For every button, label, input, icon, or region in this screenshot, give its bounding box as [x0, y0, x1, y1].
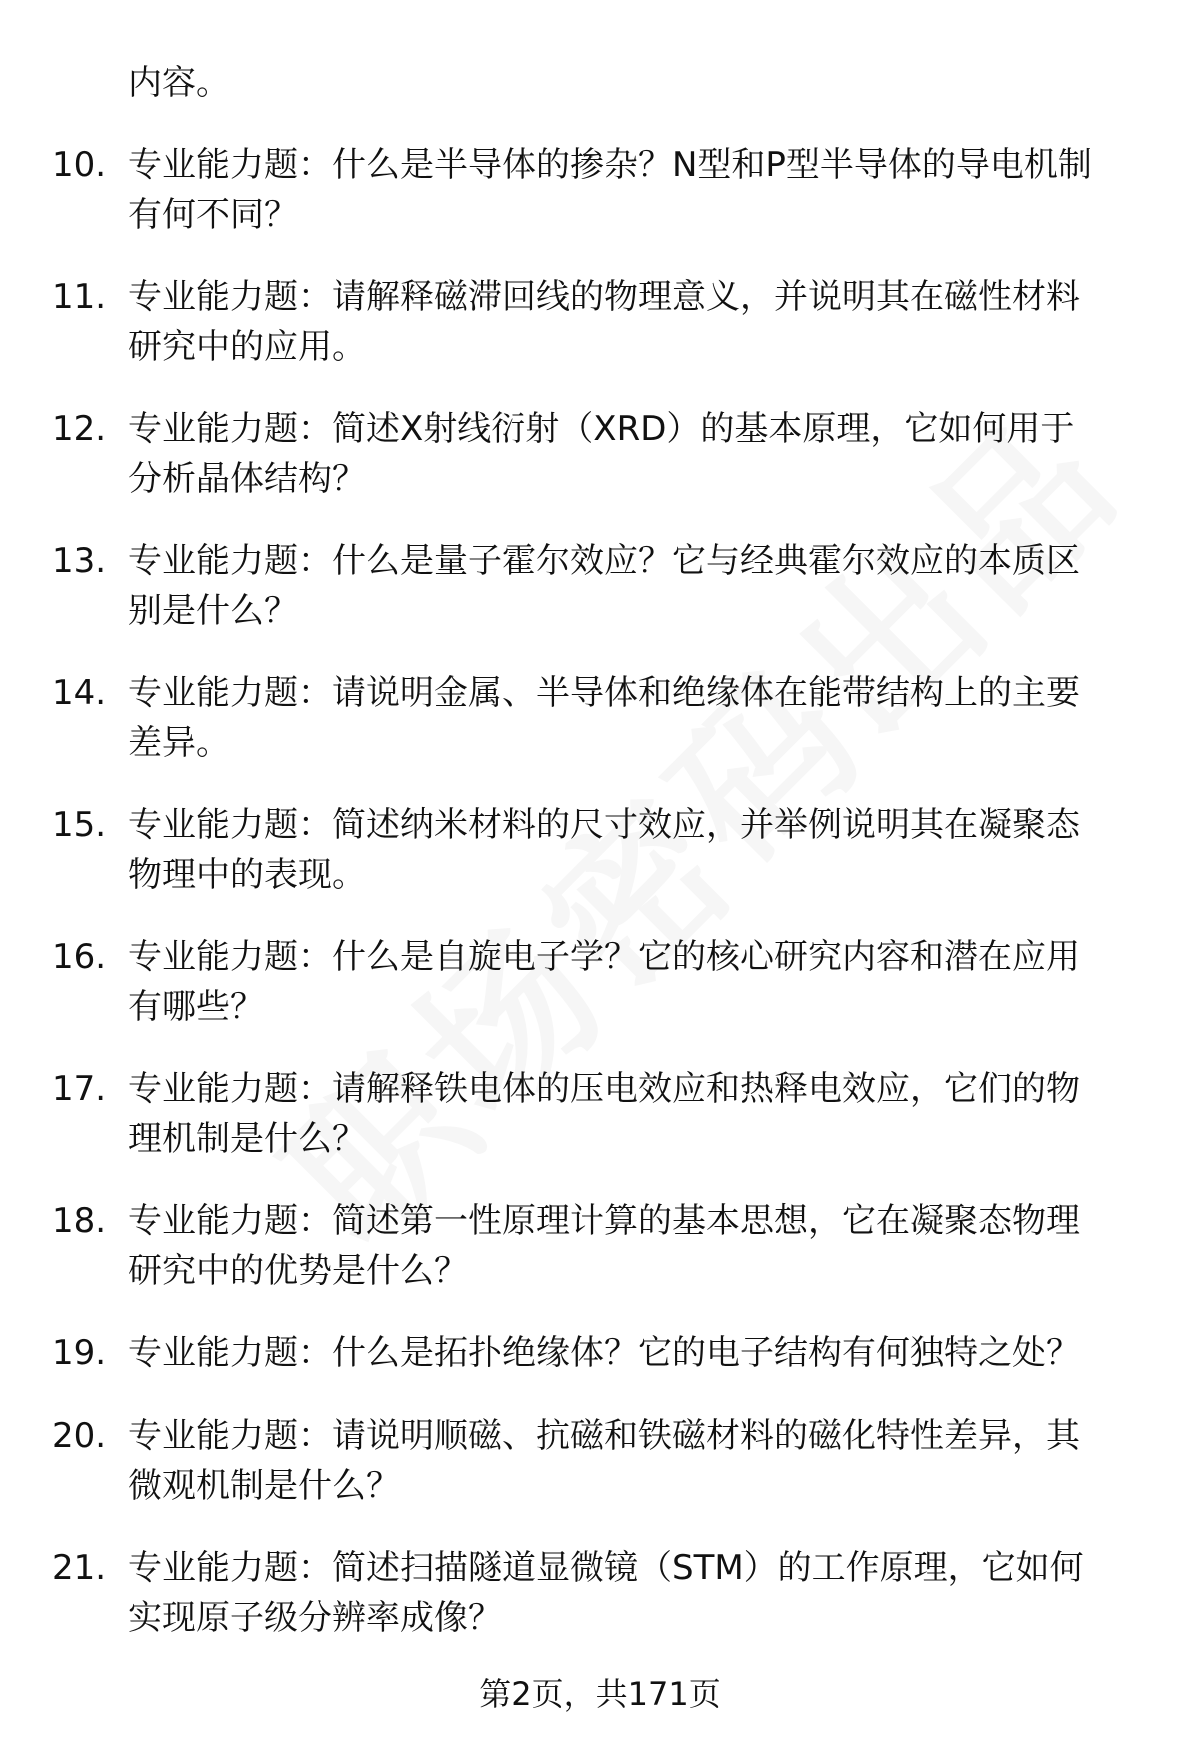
list-item — [0, 668, 1200, 800]
question-number: 12. — [52, 409, 107, 449]
list-item — [0, 1328, 1200, 1411]
question-text-line: 专业能力题：请说明顺磁、抗磁和铁磁材料的磁化特性差异，其 — [128, 1416, 1080, 1456]
question-text-line: 专业能力题：什么是自旋电子学？它的核心研究内容和潜在应用 — [128, 937, 1080, 977]
question-text-line: 差异。 — [128, 723, 230, 763]
list-item — [0, 1064, 1200, 1196]
question-text — [128, 1064, 1158, 1164]
question-text-line: 研究中的应用。 — [128, 327, 366, 367]
question-text-line: 理机制是什么？ — [128, 1119, 366, 1159]
question-text-line: 物理中的表现。 — [128, 855, 366, 895]
question-number: 17. — [52, 1069, 107, 1109]
question-text-line: 专业能力题：简述纳米材料的尺寸效应，并举例说明其在凝聚态 — [128, 805, 1080, 845]
question-text — [128, 404, 1158, 504]
question-text-line: 研究中的优势是什么？ — [128, 1251, 468, 1291]
question-text-line: 微观机制是什么？ — [128, 1466, 400, 1506]
list-item — [0, 1543, 1200, 1675]
question-text-line: 专业能力题：什么是量子霍尔效应？它与经典霍尔效应的本质区 — [128, 541, 1080, 581]
question-number: 15. — [52, 805, 107, 845]
question-number: 16. — [52, 937, 107, 977]
question-number: 13. — [52, 541, 107, 581]
list-item — [0, 1411, 1200, 1543]
question-text — [128, 1328, 1158, 1378]
question-number: 11. — [52, 277, 107, 317]
question-text-line: 专业能力题：简述扫描隧道显微镜（STM）的工作原理，它如何 — [128, 1548, 1084, 1588]
question-number: 14. — [52, 673, 107, 713]
question-text-line: 专业能力题：请说明金属、半导体和绝缘体在能带结构上的主要 — [128, 673, 1080, 713]
question-list — [0, 140, 1200, 1675]
list-item — [0, 536, 1200, 668]
question-number: 19. — [52, 1333, 107, 1373]
list-item — [0, 272, 1200, 404]
question-number: 21. — [52, 1548, 107, 1588]
question-number: 20. — [52, 1416, 107, 1456]
question-text — [128, 1196, 1158, 1296]
question-text-line: 实现原子级分辨率成像？ — [128, 1598, 502, 1638]
question-text-line: 专业能力题：请解释铁电体的压电效应和热释电效应，它们的物 — [128, 1069, 1080, 1109]
list-item — [0, 1196, 1200, 1328]
question-text-line: 有何不同？ — [128, 195, 298, 235]
question-text — [128, 536, 1158, 636]
question-text-line: 专业能力题：简述第一性原理计算的基本思想，它在凝聚态物理 — [128, 1201, 1080, 1241]
list-item — [0, 140, 1200, 272]
question-text-line: 有哪些？ — [128, 987, 264, 1027]
question-text — [128, 272, 1158, 372]
question-text-line: 分析晶体结构？ — [128, 459, 366, 499]
list-item — [0, 404, 1200, 536]
question-text — [128, 140, 1158, 240]
question-text-line: 别是什么？ — [128, 591, 298, 631]
previous-question-continuation: 内容。 — [128, 63, 230, 103]
question-text-line: 专业能力题：什么是半导体的掺杂？N型和P型半导体的导电机制 — [128, 145, 1092, 185]
question-text — [128, 932, 1158, 1032]
question-text-line: 专业能力题：什么是拓扑绝缘体？它的电子结构有何独特之处？ — [128, 1333, 1080, 1373]
question-text — [128, 668, 1158, 768]
page-footer: 第2页，共171页 — [479, 1675, 721, 1713]
question-text — [128, 1543, 1158, 1643]
question-text-line: 专业能力题：简述X射线衍射（XRD）的基本原理，它如何用于 — [128, 409, 1075, 449]
question-text — [128, 800, 1158, 900]
question-number: 10. — [52, 145, 107, 185]
question-text-line: 专业能力题：请解释磁滞回线的物理意义，并说明其在磁性材料 — [128, 277, 1080, 317]
question-number: 18. — [52, 1201, 107, 1241]
list-item — [0, 932, 1200, 1064]
list-item — [0, 800, 1200, 932]
question-text — [128, 1411, 1158, 1511]
